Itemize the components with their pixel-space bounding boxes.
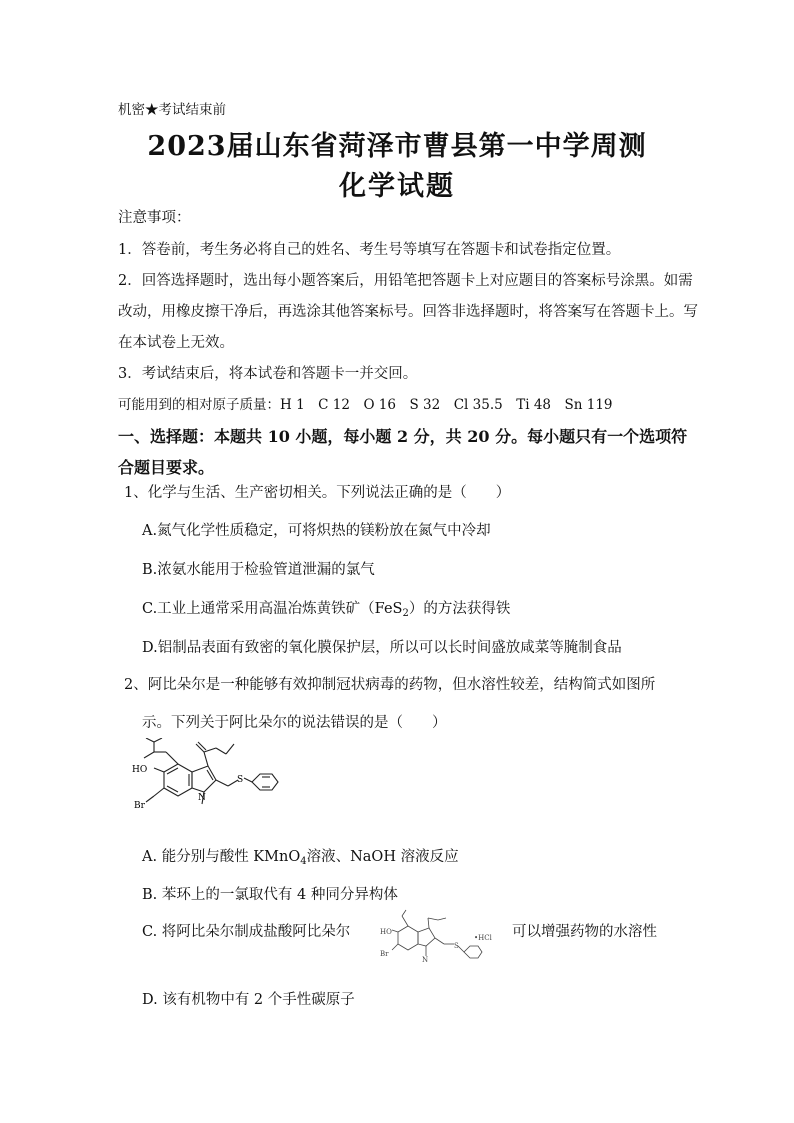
note-item-2-line-3: 在本试卷上无效。 (118, 335, 234, 351)
question-1-option-b: B.浓氨水能用于检验管道泄漏的氯气 (142, 562, 375, 578)
question-2-option-c-after: 可以增强药物的水溶性 (512, 924, 657, 940)
benzene-ring-core (164, 764, 192, 796)
note-item-1: 1．答卷前，考生务必将自己的姓名、考生号等填写在答题卡和试卷指定位置。 (118, 242, 621, 258)
option-c-subscript: 2 (402, 608, 409, 619)
question-2-stem-line-2: 示。下列关于阿比朵尔的说法错误的是（ ） (142, 715, 447, 731)
bromine-label: Br (134, 801, 145, 811)
exam-title: 2023届山东省菏泽市曹县第一中学周测 (147, 131, 647, 162)
question-1-option-d: D.铝制品表面有致密的氧化膜保护层，所以可以长时间盛放咸菜等腌制食品 (142, 640, 622, 656)
option-a-text-after: 溶液、NaOH 溶液反应 (306, 849, 459, 865)
section-heading-line-2: 合题目要求。 (118, 458, 215, 477)
option-a-subscript: 4 (300, 856, 307, 867)
small-sulfur-label: S (454, 942, 459, 950)
question-1-option-c (142, 597, 510, 619)
question-2-option-b: B. 苯环上的一氯取代有 4 种同分异构体 (142, 887, 398, 903)
question-2-stem-line-1: 2、阿比朵尔是一种能够有效抑制冠状病毒的药物，但水溶性较差，结构简式如图所 (124, 677, 656, 693)
nitrogen-label: N (198, 793, 206, 803)
notes-heading: 注意事项： (118, 210, 191, 226)
note-item-3: 3．考试结束后，将本试卷和答题卡一并交回。 (118, 366, 418, 382)
arbidol-hydrochloride-diagram (366, 908, 496, 976)
option-a-text-before: A. 能分别与酸性 KMnO (142, 849, 301, 865)
hydroxyl-label: HO (132, 765, 148, 775)
small-bromine-label: Br (380, 950, 389, 958)
sulfur-label: S (237, 775, 244, 785)
arbidol-structure-diagram (118, 738, 298, 834)
question-1-stem: 1、化学与生活、生产密切相关。下列说法正确的是（ ） (124, 485, 511, 501)
option-c-text-after: ）的方法获得铁 (408, 601, 511, 617)
small-nitrogen-label: N (422, 956, 429, 964)
arbidol-structure-svg (118, 738, 298, 834)
section-heading-line-1: 一、选择题：本题共 10 小题，每小题 2 分，共 20 分。每小题只有一个选项符 (118, 427, 688, 446)
atomic-masses: 可能用到的相对原子质量：H 1 C 12 O 16 S 32 Cl 35.5 Ti 48 Sn 119 (118, 397, 613, 413)
question-2-option-c-before: C. 将阿比朵尔制成盐酸阿比朵尔 (142, 924, 351, 940)
exam-subtitle: 化学试题 (339, 171, 455, 202)
note-item-2-line-1: 2．回答选择题时，选出每小题答案后，用铅笔把答题卡上对应题目的答案标号涂黑。如需 (118, 273, 693, 289)
option-c-text-before: C.工业上通常采用高温冶炼黄铁矿（FeS (142, 601, 403, 617)
phenyl-ring (252, 774, 278, 790)
question-1-option-a: A.氮气化学性质稳定，可将炽热的镁粉放在氮气中冷却 (142, 523, 491, 539)
question-2-option-d: D. 该有机物中有 2 个手性碳原子 (142, 992, 355, 1008)
note-item-2-line-2: 改动，用橡皮擦干净后，再选涂其他答案标号。回答非选择题时，将答案写在答题卡上。写 (118, 304, 698, 320)
small-hydroxyl-label: HO (380, 928, 392, 936)
arbidol-hydrochloride-svg (366, 908, 496, 976)
question-2-option-a (142, 845, 459, 867)
hydrochloride-label: •HCl (474, 934, 492, 942)
confidential-mark: 机密★考试结束前 (118, 102, 226, 118)
